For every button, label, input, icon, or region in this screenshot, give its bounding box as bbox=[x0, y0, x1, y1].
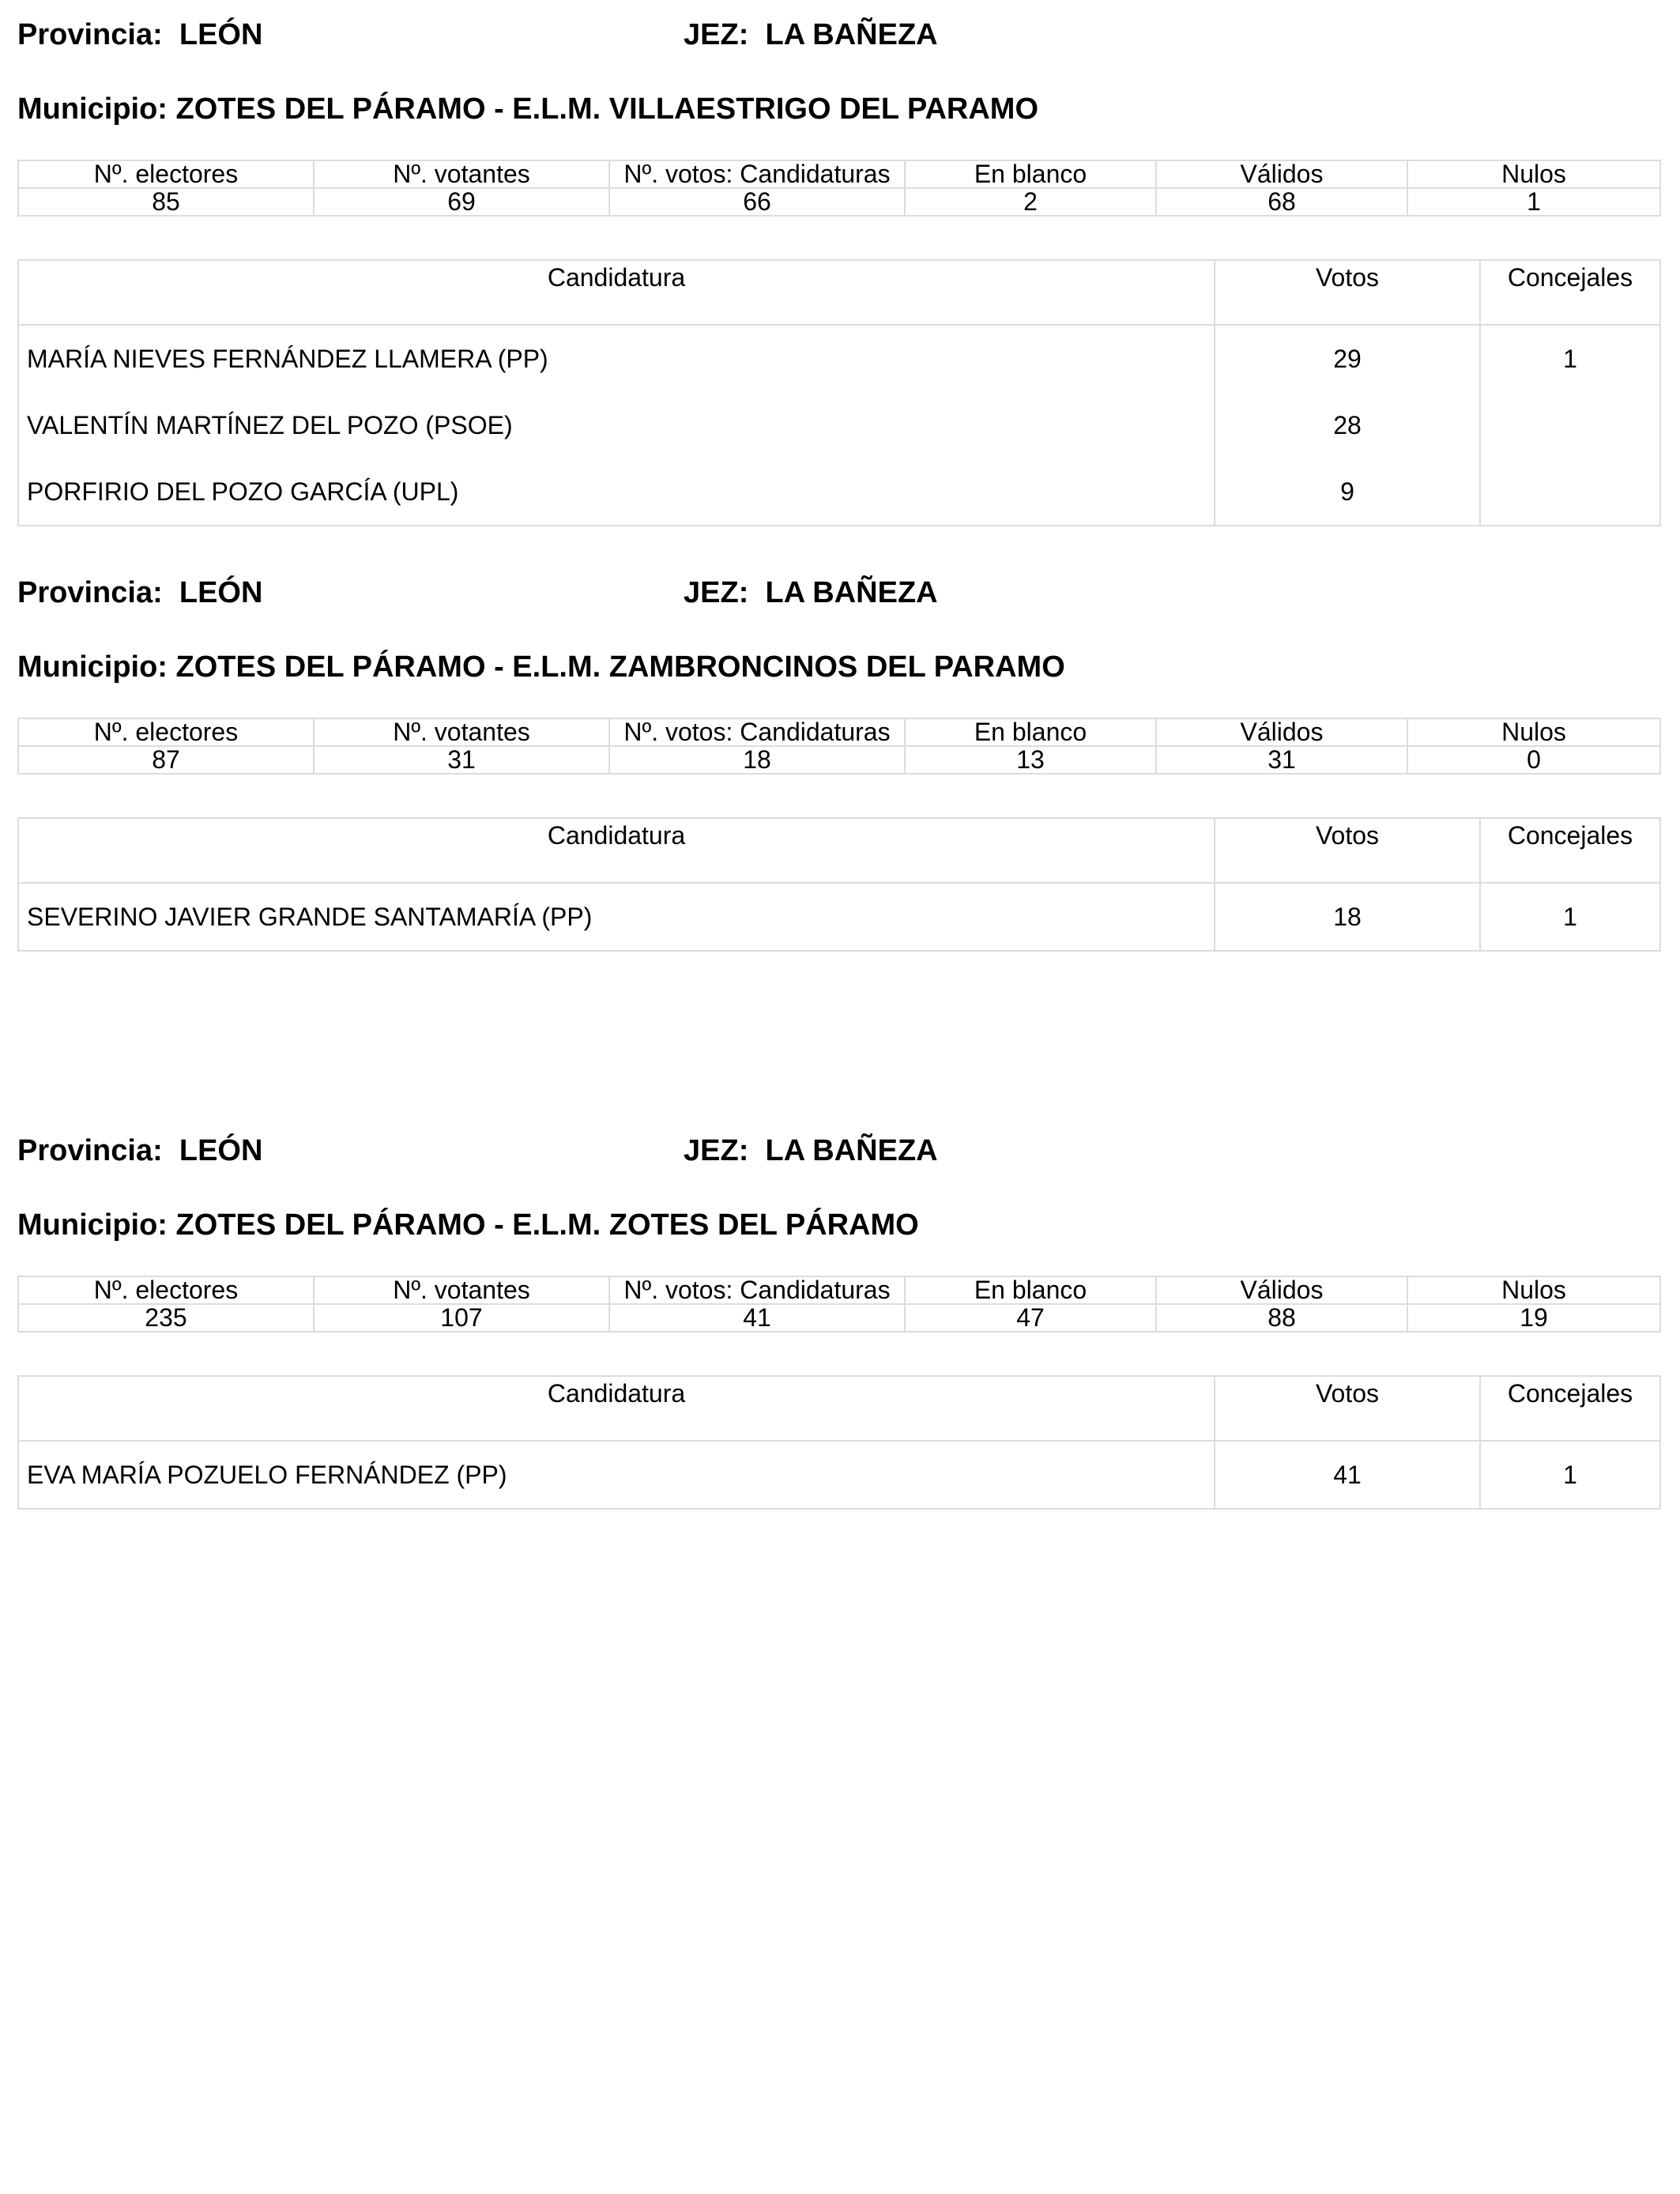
candidate-name: PORFIRIO DEL POZO GARCÍA (UPL) bbox=[18, 458, 1215, 526]
stats-header-nulos: Nulos bbox=[1407, 1276, 1660, 1304]
provincia-value: LEÓN bbox=[179, 576, 263, 609]
provincia-label: Provincia: bbox=[17, 18, 163, 51]
jez-value: LA BAÑEZA bbox=[765, 18, 938, 51]
stats-value-votantes: 69 bbox=[314, 188, 609, 216]
stats-header-votantes: Nº. votantes bbox=[314, 718, 609, 746]
stats-value-validos: 88 bbox=[1156, 1304, 1407, 1332]
candidates-header-row bbox=[18, 260, 1660, 325]
jez-value: LA BAÑEZA bbox=[765, 1134, 938, 1167]
provincia-line bbox=[17, 11, 262, 58]
stats-header-votantes: Nº. votantes bbox=[314, 1276, 609, 1304]
provincia-label: Provincia: bbox=[17, 1134, 163, 1167]
candidate-name: SEVERINO JAVIER GRANDE SANTAMARÍA (PP) bbox=[18, 883, 1215, 951]
candidates-table bbox=[17, 1375, 1661, 1510]
stats-value-validos: 31 bbox=[1156, 746, 1407, 774]
municipio-title bbox=[17, 85, 1659, 133]
candidates-header-votos: Votos bbox=[1215, 818, 1480, 883]
candidates-header-candidatura: Candidatura bbox=[18, 1376, 1215, 1441]
table-row bbox=[18, 392, 1660, 458]
stats-header-row bbox=[18, 718, 1660, 746]
stats-value-validos: 68 bbox=[1156, 188, 1407, 216]
municipio-label: Municipio: bbox=[17, 92, 168, 126]
candidate-votos: 28 bbox=[1215, 392, 1480, 458]
candidates-header-candidatura: Candidatura bbox=[18, 818, 1215, 883]
jez-line bbox=[684, 569, 938, 616]
candidates-table bbox=[17, 817, 1661, 952]
stats-header-en-blanco: En blanco bbox=[905, 160, 1156, 188]
jez-line bbox=[684, 1127, 938, 1174]
stats-header-votos-candidaturas: Nº. votos: Candidaturas bbox=[609, 1276, 905, 1304]
municipio-title bbox=[17, 1201, 1659, 1249]
candidates-header-votos: Votos bbox=[1215, 1376, 1480, 1441]
candidate-concejales: 1 bbox=[1480, 325, 1660, 392]
provincia-value: LEÓN bbox=[179, 18, 263, 51]
candidates-header-votos: Votos bbox=[1215, 260, 1480, 325]
candidates-header-candidatura: Candidatura bbox=[18, 260, 1215, 325]
stats-value-electores: 235 bbox=[18, 1304, 314, 1332]
stats-header-nulos: Nulos bbox=[1407, 160, 1660, 188]
candidate-name: MARÍA NIEVES FERNÁNDEZ LLAMERA (PP) bbox=[18, 325, 1215, 392]
candidate-votos: 18 bbox=[1215, 883, 1480, 951]
stats-value-nulos: 19 bbox=[1407, 1304, 1660, 1332]
stats-header-en-blanco: En blanco bbox=[905, 1276, 1156, 1304]
stats-value-votos-candidaturas: 18 bbox=[609, 746, 905, 774]
candidate-concejales: 1 bbox=[1480, 883, 1660, 951]
jez-label: JEZ: bbox=[684, 576, 749, 609]
stats-table bbox=[17, 1276, 1661, 1333]
stats-value-electores: 85 bbox=[18, 188, 314, 216]
candidate-concejales bbox=[1480, 392, 1660, 458]
candidate-concejales bbox=[1480, 458, 1660, 526]
table-row bbox=[18, 458, 1660, 526]
municipio-value: ZOTES DEL PÁRAMO - E.L.M. ZAMBRONCINOS DEL PARAMO bbox=[175, 650, 1065, 684]
stats-header-validos: Válidos bbox=[1156, 1276, 1407, 1304]
stats-value-electores: 87 bbox=[18, 746, 314, 774]
municipio-label: Municipio: bbox=[17, 650, 168, 684]
stats-value-en-blanco: 47 bbox=[905, 1304, 1156, 1332]
candidates-header-concejales: Concejales bbox=[1480, 260, 1660, 325]
jez-value: LA BAÑEZA bbox=[765, 576, 938, 609]
stats-value-votantes: 107 bbox=[314, 1304, 609, 1332]
stats-header-nulos: Nulos bbox=[1407, 718, 1660, 746]
location-header bbox=[17, 1127, 1659, 1174]
stats-header-votos-candidaturas: Nº. votos: Candidaturas bbox=[609, 718, 905, 746]
jez-label: JEZ: bbox=[684, 1134, 749, 1167]
candidates-header-concejales: Concejales bbox=[1480, 818, 1660, 883]
provincia-value: LEÓN bbox=[179, 1134, 263, 1167]
stats-table bbox=[17, 718, 1661, 775]
location-header bbox=[17, 11, 1659, 58]
stats-header-validos: Válidos bbox=[1156, 160, 1407, 188]
candidate-votos: 41 bbox=[1215, 1441, 1480, 1509]
stats-header-votantes: Nº. votantes bbox=[314, 160, 609, 188]
candidate-votos: 9 bbox=[1215, 458, 1480, 526]
candidate-name: VALENTÍN MARTÍNEZ DEL POZO (PSOE) bbox=[18, 392, 1215, 458]
stats-header-electores: Nº. electores bbox=[18, 718, 314, 746]
stats-value-nulos: 1 bbox=[1407, 188, 1660, 216]
stats-header-electores: Nº. electores bbox=[18, 160, 314, 188]
stats-header-en-blanco: En blanco bbox=[905, 718, 1156, 746]
candidate-name: EVA MARÍA POZUELO FERNÁNDEZ (PP) bbox=[18, 1441, 1215, 1509]
location-header bbox=[17, 569, 1659, 616]
municipio-label: Municipio: bbox=[17, 1208, 168, 1242]
candidate-concejales: 1 bbox=[1480, 1441, 1660, 1509]
candidates-header-row bbox=[18, 818, 1660, 883]
stats-header-row bbox=[18, 1276, 1660, 1304]
jez-label: JEZ: bbox=[684, 18, 749, 51]
table-row bbox=[18, 1441, 1660, 1509]
stats-header-electores: Nº. electores bbox=[18, 1276, 314, 1304]
provincia-line bbox=[17, 569, 262, 616]
table-row bbox=[18, 325, 1660, 392]
stats-table bbox=[17, 160, 1661, 217]
table-row bbox=[18, 883, 1660, 951]
stats-value-nulos: 0 bbox=[1407, 746, 1660, 774]
provincia-label: Provincia: bbox=[17, 576, 163, 609]
municipio-value: ZOTES DEL PÁRAMO - E.L.M. ZOTES DEL PÁRAMO bbox=[175, 1208, 919, 1242]
municipio-value: ZOTES DEL PÁRAMO - E.L.M. VILLAESTRIGO DEL PARAMO bbox=[175, 92, 1039, 126]
stats-value-row bbox=[18, 746, 1660, 774]
municipio-title bbox=[17, 643, 1659, 691]
stats-value-en-blanco: 13 bbox=[905, 746, 1156, 774]
stats-value-votantes: 31 bbox=[314, 746, 609, 774]
stats-value-votos-candidaturas: 66 bbox=[609, 188, 905, 216]
stats-value-row bbox=[18, 1304, 1660, 1332]
stats-value-row bbox=[18, 188, 1660, 216]
stats-value-votos-candidaturas: 41 bbox=[609, 1304, 905, 1332]
stats-header-votos-candidaturas: Nº. votos: Candidaturas bbox=[609, 160, 905, 188]
candidates-table bbox=[17, 259, 1661, 526]
jez-line bbox=[684, 11, 938, 58]
provincia-line bbox=[17, 1127, 262, 1174]
candidate-votos: 29 bbox=[1215, 325, 1480, 392]
stats-value-en-blanco: 2 bbox=[905, 188, 1156, 216]
stats-header-validos: Válidos bbox=[1156, 718, 1407, 746]
candidates-header-concejales: Concejales bbox=[1480, 1376, 1660, 1441]
stats-header-row bbox=[18, 160, 1660, 188]
candidates-header-row bbox=[18, 1376, 1660, 1441]
